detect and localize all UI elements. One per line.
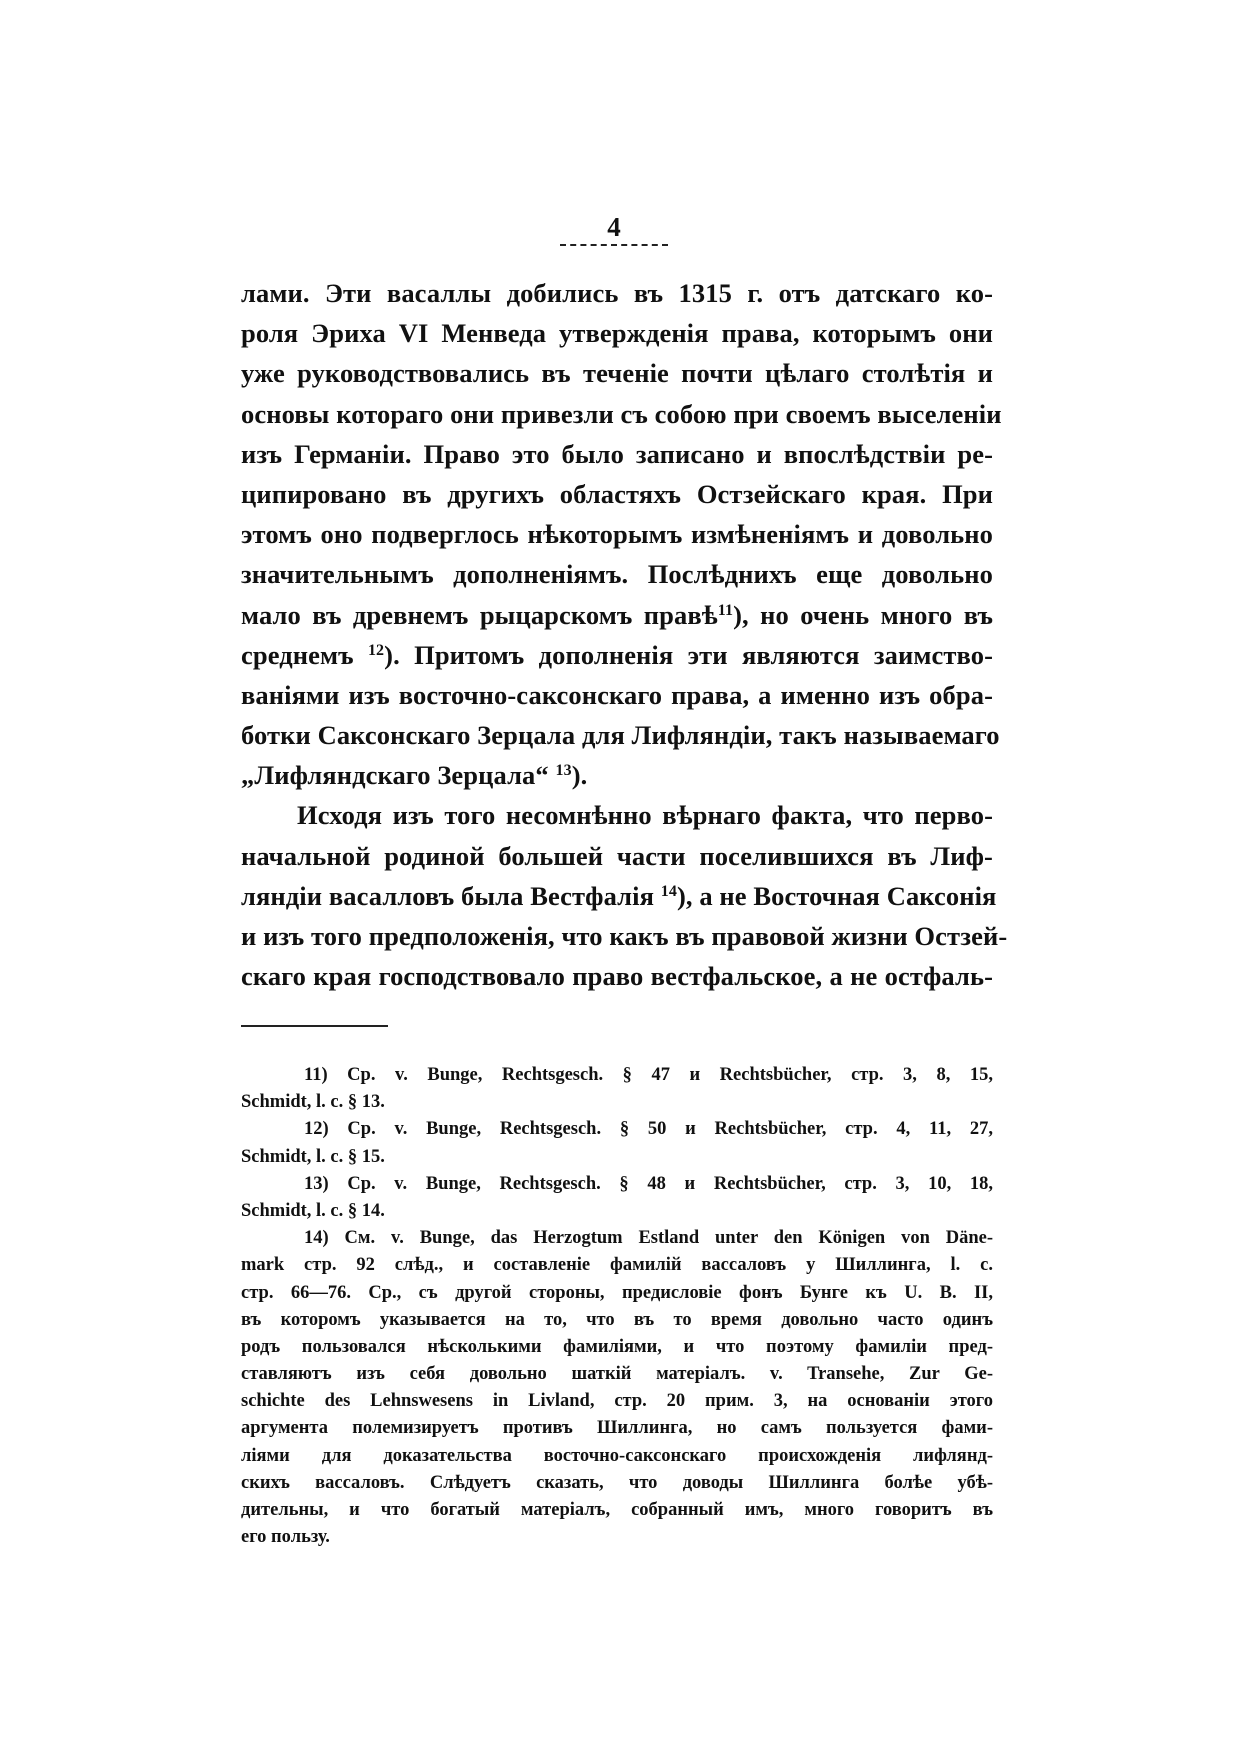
footnote-separator [241, 1025, 388, 1027]
body-line [241, 755, 993, 795]
body-segment: мало въ древнемъ рыцарскомъ правѣ [241, 599, 718, 630]
footnote-14-cont: въ которомъ указывается на то, что въ то время довольно часто одинъ [241, 1309, 993, 1330]
body-segment: ляндіи васалловъ была Вестфалія [241, 880, 661, 911]
body-segment: ). [571, 760, 588, 791]
footnote-14-cont: mark стр. 92 слѣд., и составленіе фамилій вассаловъ у Шиллинга, l. c. [241, 1255, 993, 1276]
footnote-14-cont: schichte des Lehnswesens in Livland, стр. 20 прим. 3, на основаніи этого [241, 1391, 993, 1412]
body-line: этомъ оно подверглось нѣкоторымъ измѣненіямъ и довольно [241, 519, 993, 550]
footnotes [241, 1062, 993, 1551]
footnote-14-cont: аргумента полемизируетъ противъ Шиллинга, но самъ пользуется фами- [241, 1418, 993, 1439]
footnote-14-cont: дительны, и что богатый матеріалъ, собранный имъ, много говоритъ въ [241, 1500, 993, 1520]
footnote-ref: 13 [555, 762, 572, 780]
page-number: 4 [607, 212, 621, 242]
footnote-12-cont: Schmidt, l. c. § 15. [241, 1146, 385, 1167]
body-segment: среднемъ [241, 639, 368, 670]
footnote-14-cont: ставляютъ изъ себя довольно шаткій матеріалъ. v. Transehe, Zur Ge- [241, 1364, 993, 1385]
body-line: ципировано въ другихъ областяхъ Остзейскаго края. При [241, 478, 993, 509]
footnote-12: 12) Ср. v. Bunge, Rechtsgesch. § 50 и Rechtsbücher, стр. 4, 11, 27, [304, 1119, 993, 1140]
body-line: изъ Германіи. Право это было записано и впослѣдствіи ре- [241, 438, 993, 469]
footnote-11-cont: Schmidt, l. c. § 13. [241, 1092, 385, 1113]
body-line: уже руководствовались въ теченіе почти цѣлаго столѣтія и [241, 358, 993, 389]
footnote-14-cont: стр. 66—76. Ср., съ другой стороны, предисловіе фонъ Бунге къ U. B. II, [241, 1282, 993, 1303]
body-segment: ), но очень много въ [733, 599, 993, 630]
body-line: основы котораго они привезли съ собою при своемъ выселеніи [241, 398, 1002, 429]
body-line: роля Эриха VI Менведа утвержденія права, которымъ они [241, 318, 993, 349]
body-line: Исходя изъ того несомнѣнно вѣрнаго факта, что перво- [297, 800, 993, 831]
footnote-13: 13) Ср. v. Bunge, Rechtsgesch. § 48 и Rechtsbücher, стр. 3, 10, 18, [304, 1173, 993, 1194]
body-line: и изъ того предположенія, что какъ въ правовой жизни Остзей- [241, 921, 1008, 951]
footnote-ref: 12 [367, 641, 385, 659]
footnote-11: 11) Ср. v. Bunge, Rechtsgesch. § 47 и Rechtsbücher, стр. 3, 8, 15, [304, 1065, 993, 1085]
body-segment: ), а не Восточная Саксонія [676, 880, 997, 911]
body-line: ботки Саксонскаго Зерцала для Лифляндіи, такъ называемаго [241, 720, 1000, 751]
footnote-14-cont: родъ пользовался нѣсколькими фамиліями, и что поэтому фамиліи пред- [241, 1336, 993, 1357]
body-line: ваніями изъ восточно-саксонскаго права, а именно изъ обра- [241, 679, 993, 710]
header-rule [560, 244, 668, 246]
footnote-ref: 14 [660, 882, 677, 900]
body-line: начальной родиной большей части поселившихся въ Лиф- [241, 840, 993, 871]
body-line: скаго края господствовало право вестфальское, а не остфаль- [241, 961, 993, 992]
footnote-14: 14) См. v. Bunge, das Herzogtum Estland unter den Königen von Däne- [304, 1228, 993, 1249]
footnote-ref: 11 [717, 601, 734, 619]
body-line [241, 876, 997, 916]
body-segment: ). Притомъ дополненія эти являются заимство- [384, 639, 994, 670]
footnote-14-cont: скихъ вассаловъ. Слѣдуетъ сказать, что доводы Шиллинга болѣе убѣ- [241, 1472, 993, 1493]
body-text [241, 273, 1008, 996]
body-segment: „Лифляндскаго Зерцала“ [241, 760, 556, 791]
body-line: лами. Эти васаллы добились въ 1315 г. отъ датскаго ко- [241, 278, 993, 308]
body-line: значительнымъ дополненіямъ. Послѣднихъ еще довольно [241, 559, 993, 590]
body-line [241, 635, 993, 675]
footnote-13-cont: Schmidt, l. c. § 14. [241, 1200, 385, 1221]
footnote-14-cont: его пользу. [241, 1527, 330, 1548]
page-header [560, 212, 668, 246]
footnote-14-cont: ліями для доказательства восточно-саксонскаго происхожденія лифлянд- [241, 1445, 993, 1466]
body-line [241, 595, 993, 635]
